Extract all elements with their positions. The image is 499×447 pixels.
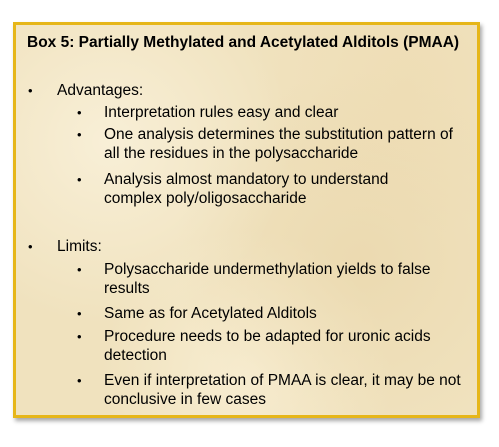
bullet: •: [77, 329, 82, 344]
info-box: [13, 22, 480, 418]
bullet: •: [28, 239, 33, 254]
limit-item-1: Polysaccharide undermethylation yields to false results: [104, 261, 431, 297]
box-title: Box 5: Partially Methylated and Acetylated Alditols (PMAA): [27, 34, 460, 51]
limit-item-4: Even if interpretation of PMAA is clear, it may be not conclusive in few cases: [104, 372, 461, 408]
bullet: •: [77, 172, 82, 187]
bullet: •: [77, 105, 82, 120]
limit-item-2: Same as for Acetylated Alditols: [104, 305, 317, 322]
bullet: •: [77, 373, 82, 388]
advantage-item-2: One analysis determines the substitution pattern of all the residues in the polysaccharide: [104, 126, 453, 162]
limit-item-3: Procedure needs to be adapted for uronic acids detection: [104, 328, 431, 364]
limits-label: Limits:: [57, 238, 102, 255]
advantage-item-3: Analysis almost mandatory to understand complex poly/oligosaccharide: [104, 171, 389, 207]
bullet: •: [77, 306, 82, 321]
bullet: •: [28, 83, 33, 98]
advantage-item-1: Interpretation rules easy and clear: [104, 104, 339, 121]
advantages-label: Advantages:: [57, 82, 144, 99]
bullet: •: [77, 262, 82, 277]
bullet: •: [77, 127, 82, 142]
